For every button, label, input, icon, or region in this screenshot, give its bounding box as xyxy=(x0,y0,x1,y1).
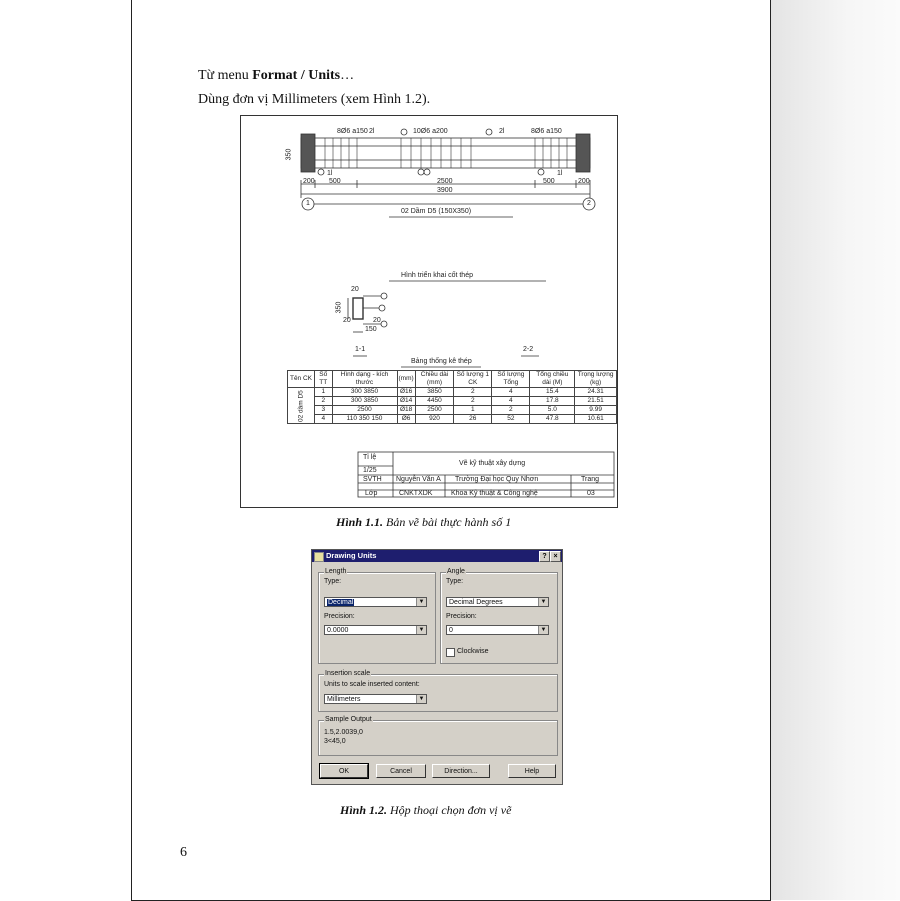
insertion-units-select[interactable]: Millimeters ▼ xyxy=(324,694,427,704)
section-label-1-1: 1-1 xyxy=(355,346,366,353)
bar-count: 2l xyxy=(369,128,375,135)
clockwise-checkbox[interactable] xyxy=(446,648,455,657)
tb-page: 03 xyxy=(587,490,595,497)
instruction-line-1: Từ menu Format / Units… xyxy=(198,68,355,83)
table-cell: 3850 xyxy=(415,388,454,397)
bar-count: 1l xyxy=(557,170,563,177)
page-number: 6 xyxy=(180,845,187,860)
section-dim: 20 xyxy=(343,317,351,324)
angle-type-label: Type: xyxy=(446,578,464,585)
page-edge-shadow xyxy=(771,0,900,900)
section-dim: 350 xyxy=(335,301,343,314)
beam-title: 02 Dầm D5 (150X350) xyxy=(401,208,472,215)
table-cell: 5.0 xyxy=(530,406,575,415)
figure-1-caption: Hình 1.1. Bản vẽ bài thực hành số 1 xyxy=(336,515,512,529)
tb-scale: 1/25 xyxy=(363,467,377,474)
drawing-units-dialog xyxy=(311,549,563,785)
sample-output-group xyxy=(318,716,558,756)
insertion-group-label: Insertion scale xyxy=(325,670,371,677)
tb-lop-label: Lớp xyxy=(365,490,378,497)
table-cell: 110 350 150 xyxy=(332,415,397,424)
rebar-title: Hình triển khai cốt thép xyxy=(401,272,473,279)
angle-precision-label: Precision: xyxy=(446,613,477,620)
table-row xyxy=(288,397,617,406)
chevron-down-icon: ▼ xyxy=(538,626,548,634)
table-header-row xyxy=(288,371,617,388)
chevron-down-icon: ▼ xyxy=(416,695,426,703)
table-header: Chiều dài (mm) xyxy=(415,371,454,388)
table-cell: 920 xyxy=(415,415,454,424)
length-type-label: Type: xyxy=(324,578,342,585)
table-cell: 3 xyxy=(315,406,333,415)
angle-group xyxy=(440,568,558,664)
table-cell: Ø16 xyxy=(397,388,415,397)
table-header: Trọng lượng (kg) xyxy=(575,371,617,388)
table-header: Số lượng 1 CK xyxy=(454,371,492,388)
section-dim: 150 xyxy=(365,326,377,333)
dim: 500 xyxy=(329,178,341,185)
figure-2-caption: Hình 1.2. Hộp thoại chọn đơn vị vẽ xyxy=(340,803,512,817)
rebar-schedule-table xyxy=(287,370,617,424)
tb-svth: Nguyễn Văn A xyxy=(396,476,441,483)
app-icon xyxy=(314,552,324,562)
dim: 200 xyxy=(303,178,315,185)
table-cell: 24.31 xyxy=(575,388,617,397)
section-dim: 20 xyxy=(351,286,359,293)
table-header: Số TT xyxy=(315,371,333,388)
length-group-label: Length xyxy=(325,568,347,575)
rebar-label-right: 8Ø6 a150 xyxy=(531,128,562,135)
table-header: (mm) xyxy=(397,371,415,388)
beam-height-dim: 350 xyxy=(285,148,293,161)
length-group xyxy=(318,568,436,664)
bar-count: 1l xyxy=(327,170,333,177)
table-cell: 1 xyxy=(315,388,333,397)
rebar-label-left: 8Ø6 a150 xyxy=(337,128,368,135)
table-cell: 15.4 xyxy=(530,388,575,397)
table-header: Hình dạng - kích thước xyxy=(332,371,397,388)
table-row xyxy=(288,388,617,397)
table-cell: 2 xyxy=(454,388,492,397)
tb-title: Vẽ kỹ thuật xây dựng xyxy=(459,460,526,467)
angle-precision-select[interactable]: 0 ▼ xyxy=(446,625,549,635)
section-label-2-2: 2-2 xyxy=(523,346,534,353)
sample-group-label: Sample Output xyxy=(325,716,372,723)
angle-type-select[interactable]: Decimal Degrees ▼ xyxy=(446,597,549,607)
dim-total: 3900 xyxy=(437,187,453,194)
dim: 2500 xyxy=(437,178,453,185)
table-cell: 21.51 xyxy=(575,397,617,406)
dialog-titlebar[interactable] xyxy=(312,550,562,562)
dim: 200 xyxy=(578,178,590,185)
table-cell: 2 xyxy=(315,397,333,406)
dialog-title: Drawing Units xyxy=(326,551,377,560)
close-icon[interactable]: × xyxy=(550,551,561,562)
table-cell: 2 xyxy=(492,406,530,415)
length-precision-select[interactable]: 0.0000 ▼ xyxy=(324,625,427,635)
member-name: 02 dầm D5 xyxy=(288,388,315,424)
chevron-down-icon: ▼ xyxy=(416,598,426,606)
table-cell: 300 3850 xyxy=(332,388,397,397)
sample-line-1: 1.5,2.0039,0 xyxy=(324,729,363,736)
insertion-units-label: Units to scale inserted content: xyxy=(324,681,420,688)
table-cell: 4 xyxy=(492,397,530,406)
table-cell: 52 xyxy=(492,415,530,424)
table-row xyxy=(288,406,617,415)
table-cell: 10.61 xyxy=(575,415,617,424)
section-dim: 20 xyxy=(373,317,381,324)
tb-scale-label: Tỉ lệ xyxy=(363,454,377,461)
table-cell: Ø18 xyxy=(397,406,415,415)
direction-button[interactable]: Direction... xyxy=(432,764,490,778)
angle-group-label: Angle xyxy=(447,568,465,575)
tb-page-label: Trang xyxy=(581,476,600,483)
insertion-scale-group xyxy=(318,670,558,712)
chevron-down-icon: ▼ xyxy=(416,626,426,634)
help-button[interactable]: Help xyxy=(508,764,556,778)
table-title: Bảng thống kê thép xyxy=(411,358,472,365)
instruction-line-2: Dùng đơn vị Millimeters (xem Hình 1.2). xyxy=(198,92,431,107)
grid-bubble-1: 1 xyxy=(306,200,310,207)
table-cell: 300 3850 xyxy=(332,397,397,406)
table-cell: Ø14 xyxy=(397,397,415,406)
tb-school: Trường Đại học Quy Nhơn xyxy=(455,476,539,483)
table-header: Số lượng Tổng xyxy=(492,371,530,388)
length-type-select[interactable]: Decimal ▼ xyxy=(324,597,427,607)
table-cell: 47.8 xyxy=(530,415,575,424)
table-row xyxy=(288,415,617,424)
table-cell: 17.8 xyxy=(530,397,575,406)
bar-count: 2l xyxy=(499,128,505,135)
table-cell: 4 xyxy=(492,388,530,397)
grid-bubble-2: 2 xyxy=(587,200,591,207)
tb-faculty: Khoa Kỹ thuật & Công nghệ xyxy=(451,490,538,497)
table-cell: 2 xyxy=(454,397,492,406)
cancel-button[interactable]: Cancel xyxy=(376,764,426,778)
help-icon[interactable]: ? xyxy=(539,551,550,562)
table-cell: 1 xyxy=(454,406,492,415)
rebar-label-mid: 10Ø6 a200 xyxy=(413,128,448,135)
table-header: Tổng chiều dài (M) xyxy=(530,371,575,388)
figure-drawing-sheet xyxy=(240,115,618,508)
chevron-down-icon: ▼ xyxy=(538,598,548,606)
ok-button[interactable]: OK xyxy=(320,764,368,778)
sample-line-2: 3<45,0 xyxy=(324,738,346,745)
table-header: Tên CK xyxy=(288,371,315,388)
table-cell: 9.99 xyxy=(575,406,617,415)
table-cell: 26 xyxy=(454,415,492,424)
tb-lop: CNKTXDK xyxy=(399,490,433,497)
tb-svth-label: SVTH xyxy=(363,476,382,483)
dim: 500 xyxy=(543,178,555,185)
table-cell: Ø6 xyxy=(397,415,415,424)
table-cell: 4450 xyxy=(415,397,454,406)
length-precision-label: Precision: xyxy=(324,613,355,620)
table-cell: 2500 xyxy=(332,406,397,415)
table-cell: 2500 xyxy=(415,406,454,415)
table-cell: 4 xyxy=(315,415,333,424)
clockwise-label: Clockwise xyxy=(457,648,489,655)
